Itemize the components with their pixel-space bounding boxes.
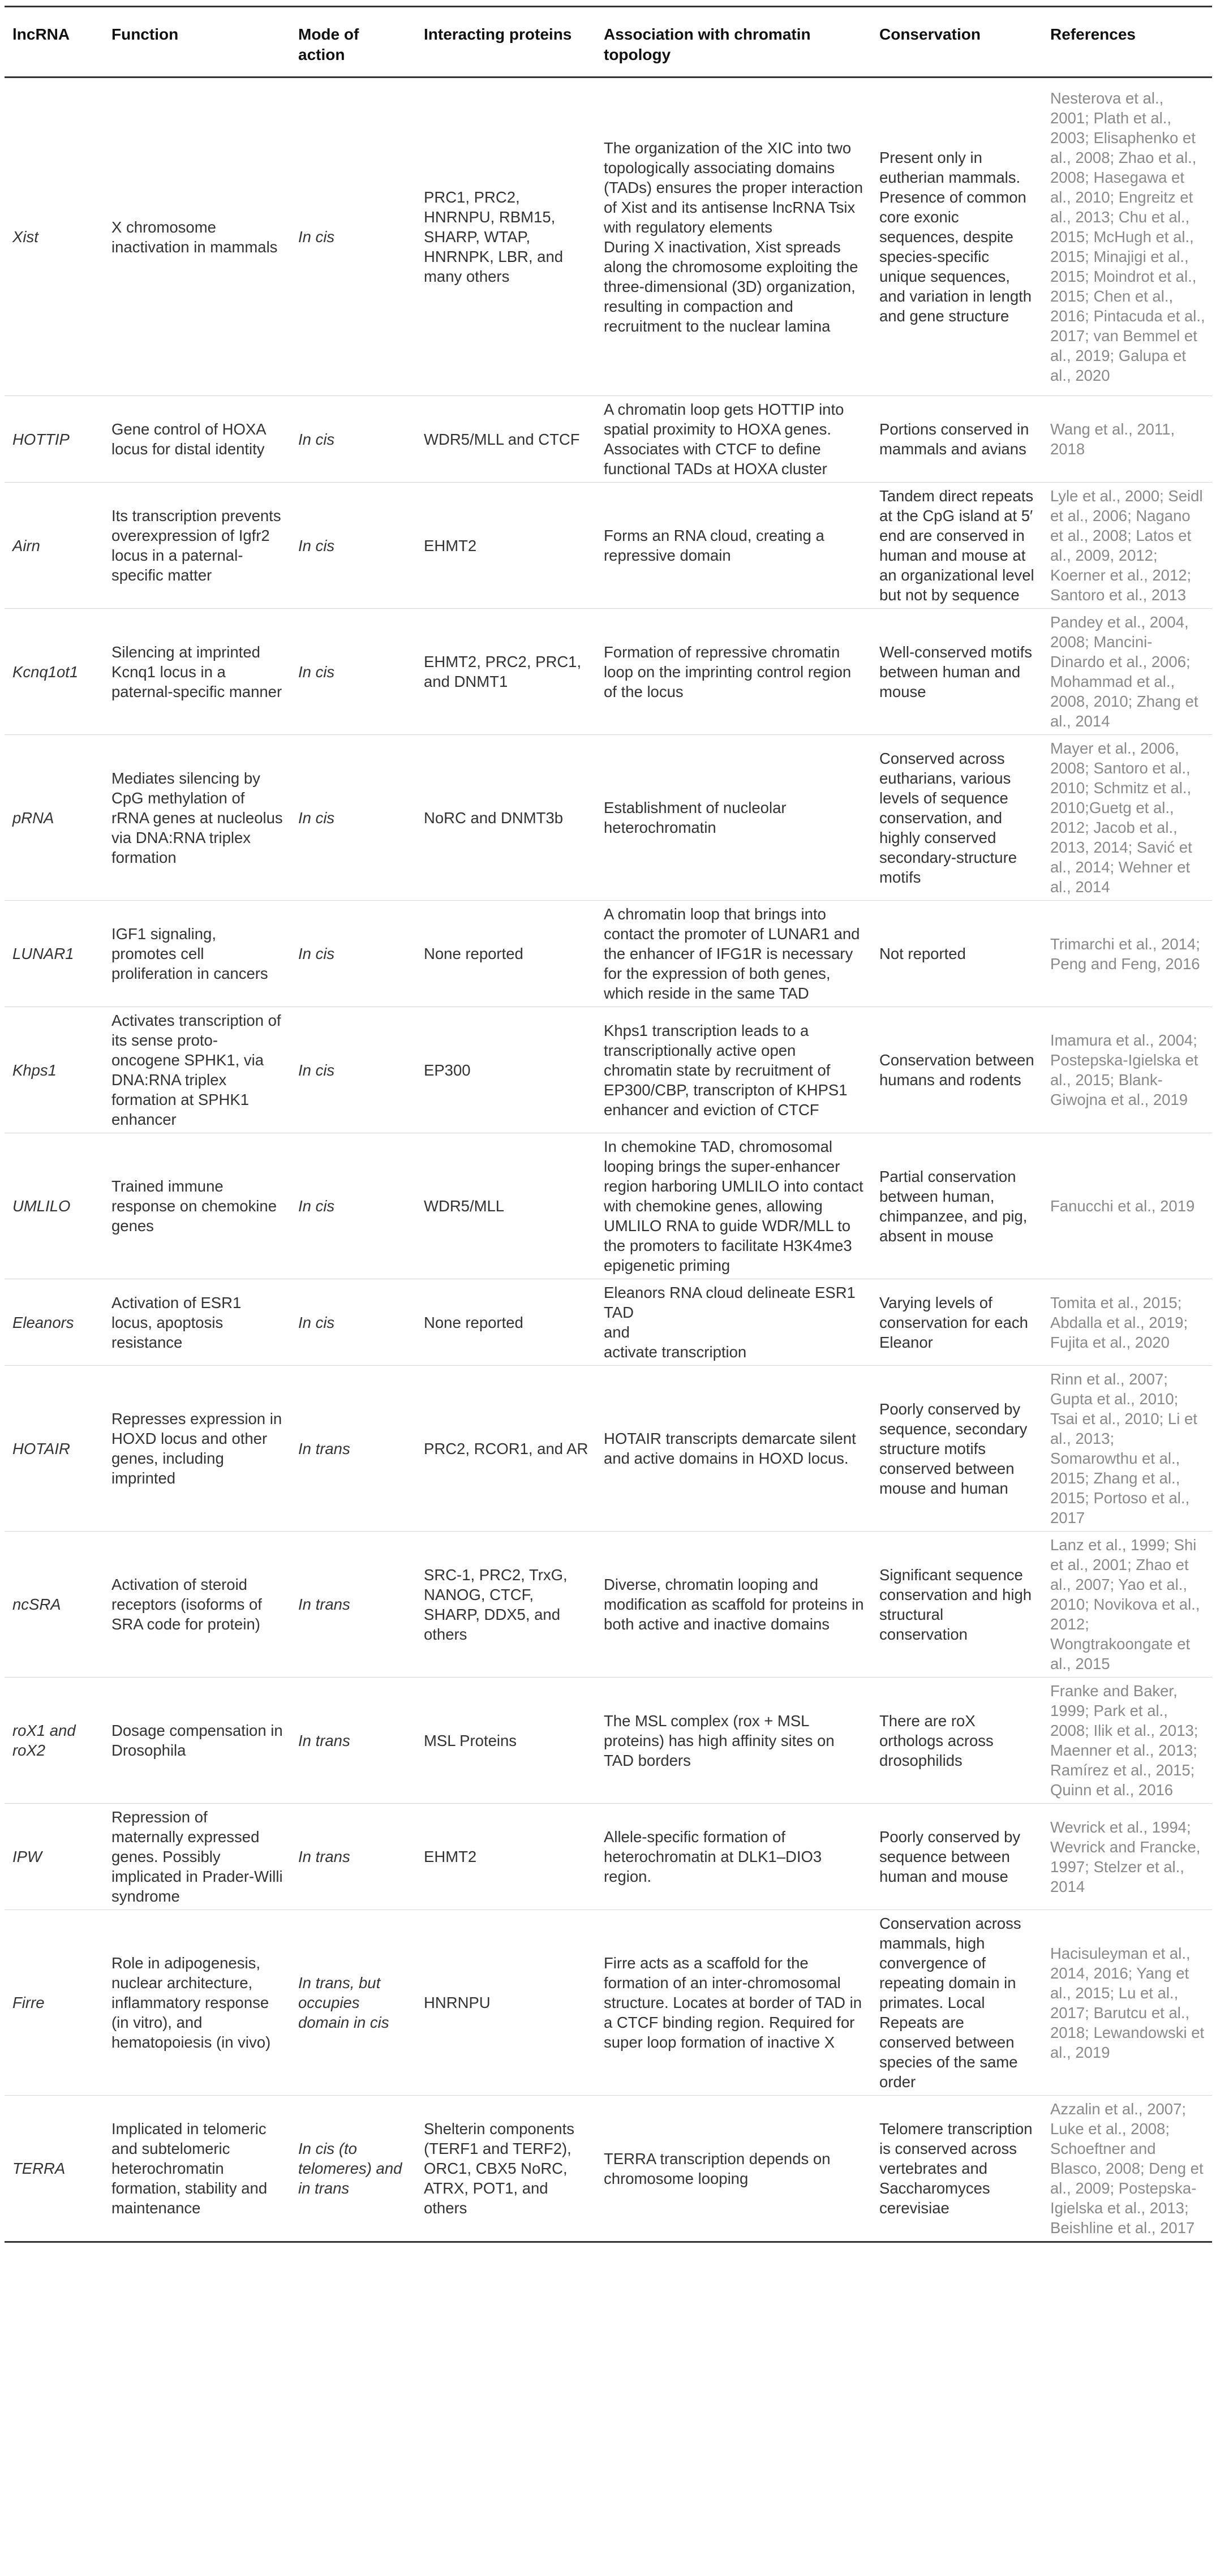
table-row <box>5 1910 1212 2096</box>
cell-chromatin-topology: The MSL complex (rox + MSL proteins) has high affinity sites on TAD borders <box>596 1678 871 1804</box>
cell-interacting-proteins: EHMT2 <box>416 1804 596 1910</box>
cell-lncrna-name: roX1 and roX2 <box>5 1678 104 1804</box>
cell-mode-of-action: In trans, but occupies domain in cis <box>290 1910 416 2096</box>
cell-lncrna-name: Xist <box>5 78 104 396</box>
cell-function: Trained immune response on chemokine genes <box>104 1133 290 1279</box>
cell-references: Hacisuleyman et al., 2014, 2016; Yang et al., 2015; Lu et al., 2017; Barutcu et al., 2018; Lewandowski et al., 2019 <box>1042 1910 1212 2096</box>
cell-chromatin-topology: Eleanors RNA cloud delineate ESR1 TAD and activate transcription <box>596 1279 871 1366</box>
header-lncrna: lncRNA <box>5 7 104 78</box>
header-function: Function <box>104 7 290 78</box>
cell-chromatin-topology: Establishment of nucleolar heterochromatin <box>596 735 871 901</box>
cell-lncrna-name: Khps1 <box>5 1007 104 1133</box>
cell-mode-of-action: In cis (to telomeres) and in trans <box>290 2096 416 2242</box>
cell-references: Rinn et al., 2007; Gupta et al., 2010; Tsai et al., 2010; Li et al., 2013; Somarowthu et al., 2015; Zhang et al., 2015; Portoso et al., 2017 <box>1042 1366 1212 1532</box>
cell-function: IGF1 signaling, promotes cell proliferation in cancers <box>104 901 290 1007</box>
cell-conservation: Partial conservation between human, chimpanzee, and pig, absent in mouse <box>871 1133 1042 1279</box>
cell-interacting-proteins: PRC1, PRC2, HNRNPU, RBM15, SHARP, WTAP, HNRNPK, LBR, and many others <box>416 78 596 396</box>
cell-lncrna-name: Airn <box>5 483 104 609</box>
cell-chromatin-topology: HOTAIR transcripts demarcate silent and active domains in HOXD locus. <box>596 1366 871 1532</box>
cell-chromatin-topology: A chromatin loop gets HOTTIP into spatial proximity to HOXA genes. Associates with CTCF to define functional TADs at HOXA cluster <box>596 396 871 483</box>
cell-mode-of-action: In trans <box>290 1366 416 1532</box>
cell-function: Its transcription prevents overexpression of Igfr2 locus in a paternal-specific matter <box>104 483 290 609</box>
cell-mode-of-action: In cis <box>290 1133 416 1279</box>
cell-function: Implicated in telomeric and subtelomeric heterochromatin formation, stability and maintenance <box>104 2096 290 2242</box>
cell-interacting-proteins: None reported <box>416 1279 596 1366</box>
table-row <box>5 483 1212 609</box>
cell-conservation: Poorly conserved by sequence, secondary structure motifs conserved between mouse and human <box>871 1366 1042 1532</box>
lncrna-table <box>5 6 1212 2243</box>
cell-chromatin-topology: In chemokine TAD, chromosomal looping brings the super-enhancer region harboring UMLILO into contact with chemokine genes, allowing UMLILO RNA to guide WDR/MLL to the promoters to facilitate H3K4me3 epigenetic priming <box>596 1133 871 1279</box>
table-row <box>5 1279 1212 1366</box>
cell-interacting-proteins: None reported <box>416 901 596 1007</box>
cell-lncrna-name: pRNA <box>5 735 104 901</box>
cell-references: Franke and Baker, 1999; Park et al., 2008; Ilik et al., 2013; Maenner et al., 2013; Ramírez et al., 2015; Quinn et al., 2016 <box>1042 1678 1212 1804</box>
cell-lncrna-name: Eleanors <box>5 1279 104 1366</box>
cell-function: Activates transcription of its sense proto-oncogene SPHK1, via DNA:RNA triplex formation at SPHK1 enhancer <box>104 1007 290 1133</box>
cell-references: Imamura et al., 2004; Postepska-Igielska et al., 2015; Blank-Giwojna et al., 2019 <box>1042 1007 1212 1133</box>
cell-function: Role in adipogenesis, nuclear architecture, inflammatory response (in vitro), and hematopoiesis (in vivo) <box>104 1910 290 2096</box>
cell-interacting-proteins: SRC-1, PRC2, TrxG, NANOG, CTCF, SHARP, DDX5, and others <box>416 1532 596 1678</box>
header-mode-of-action: Mode of action <box>290 7 416 78</box>
table-row <box>5 1007 1212 1133</box>
cell-interacting-proteins: EP300 <box>416 1007 596 1133</box>
cell-interacting-proteins: MSL Proteins <box>416 1678 596 1804</box>
cell-lncrna-name: Firre <box>5 1910 104 2096</box>
cell-lncrna-name: Kcnq1ot1 <box>5 609 104 735</box>
cell-conservation: Not reported <box>871 901 1042 1007</box>
cell-lncrna-name: HOTAIR <box>5 1366 104 1532</box>
table-row <box>5 1804 1212 1910</box>
cell-mode-of-action: In cis <box>290 609 416 735</box>
cell-chromatin-topology: Diverse, chromatin looping and modification as scaffold for proteins in both active and inactive domains <box>596 1532 871 1678</box>
cell-conservation: Present only in eutherian mammals. Presence of common core exonic sequences, despite species-specific unique sequences, and variation in length and gene structure <box>871 78 1042 396</box>
cell-chromatin-topology: Firre acts as a scaffold for the formation of an inter-chromosomal structure. Locates at border of TAD in a CTCF binding region. Required for super loop formation of inactive X <box>596 1910 871 2096</box>
cell-conservation: Conserved across eutharians, various levels of sequence conservation, and highly conserved secondary-structure motifs <box>871 735 1042 901</box>
cell-references: Pandey et al., 2004, 2008; Mancini-Dinardo et al., 2006; Mohammad et al., 2008, 2010; Zhang et al., 2014 <box>1042 609 1212 735</box>
cell-chromatin-topology: Formation of repressive chromatin loop on the imprinting control region of the locus <box>596 609 871 735</box>
table-row <box>5 901 1212 1007</box>
table-row <box>5 1532 1212 1678</box>
cell-interacting-proteins: HNRNPU <box>416 1910 596 2096</box>
cell-interacting-proteins: Shelterin components (TERF1 and TERF2), ORC1, CBX5 NoRC, ATRX, POT1, and others <box>416 2096 596 2242</box>
cell-lncrna-name: IPW <box>5 1804 104 1910</box>
cell-mode-of-action: In cis <box>290 396 416 483</box>
cell-conservation: Tandem direct repeats at the CpG island at 5′ end are conserved in human and mouse at an organizational level but not by sequence <box>871 483 1042 609</box>
cell-mode-of-action: In cis <box>290 901 416 1007</box>
table-row <box>5 1678 1212 1804</box>
cell-references: Lyle et al., 2000; Seidl et al., 2006; Nagano et al., 2008; Latos et al., 2009, 2012; Koerner et al., 2012; Santoro et al., 2013 <box>1042 483 1212 609</box>
cell-function: Represses expression in HOXD locus and other genes, including imprinted <box>104 1366 290 1532</box>
cell-interacting-proteins: NoRC and DNMT3b <box>416 735 596 901</box>
cell-function: Gene control of HOXA locus for distal identity <box>104 396 290 483</box>
cell-mode-of-action: In trans <box>290 1804 416 1910</box>
header-interacting-proteins: Interacting proteins <box>416 7 596 78</box>
cell-interacting-proteins: EHMT2 <box>416 483 596 609</box>
cell-chromatin-topology: Forms an RNA cloud, creating a repressive domain <box>596 483 871 609</box>
cell-chromatin-topology: The organization of the XIC into two topologically associating domains (TADs) ensures the proper interaction of Xist and its antisense lncRNA Tsix with regulatory elements During X inactivation, Xist spreads along the chromosome exploiting the three-dimensional (3D) organization, resulting in compaction and recruitment to the nuclear lamina <box>596 78 871 396</box>
cell-references: Trimarchi et al., 2014; Peng and Feng, 2016 <box>1042 901 1212 1007</box>
table-row <box>5 1366 1212 1532</box>
cell-function: Mediates silencing by CpG methylation of rRNA genes at nucleolus via DNA:RNA triplex formation <box>104 735 290 901</box>
cell-chromatin-topology: Khps1 transcription leads to a transcriptionally active open chromatin state by recruitment of EP300/CBP, transcripton of KHPS1 enhancer and eviction of CTCF <box>596 1007 871 1133</box>
cell-mode-of-action: In trans <box>290 1678 416 1804</box>
cell-references: Lanz et al., 1999; Shi et al., 2001; Zhao et al., 2007; Yao et al., 2010; Novikova et al., 2012; Wongtrakoongate et al., 2015 <box>1042 1532 1212 1678</box>
cell-references: Azzalin et al., 2007; Luke et al., 2008; Schoeftner and Blasco, 2008; Deng et al., 2009; Postepska-Igielska et al., 2013; Beishline et al., 2017 <box>1042 2096 1212 2242</box>
cell-references: Nesterova et al., 2001; Plath et al., 2003; Elisaphenko et al., 2008; Zhao et al., 2008; Hasegawa et al., 2010; Engreitz et al., 2013; Chu et al., 2015; McHugh et al., 2015; Minajigi et al., 2015; Moindrot et al., 2015; Chen et al., 2016; Pintacuda et al., 2017; van Bemmel et al., 2019; Galupa et al., 2020 <box>1042 78 1212 396</box>
cell-conservation: Well-conserved motifs between human and mouse <box>871 609 1042 735</box>
cell-mode-of-action: In cis <box>290 483 416 609</box>
table-row <box>5 609 1212 735</box>
cell-lncrna-name: ncSRA <box>5 1532 104 1678</box>
cell-conservation: There are roX orthologs across drosophilids <box>871 1678 1042 1804</box>
cell-interacting-proteins: PRC2, RCOR1, and AR <box>416 1366 596 1532</box>
cell-references: Wang et al., 2011, 2018 <box>1042 396 1212 483</box>
cell-references: Tomita et al., 2015; Abdalla et al., 2019; Fujita et al., 2020 <box>1042 1279 1212 1366</box>
cell-function: Repression of maternally expressed genes. Possibly implicated in Prader-Willi syndrome <box>104 1804 290 1910</box>
cell-conservation: Significant sequence conservation and high structural conservation <box>871 1532 1042 1678</box>
table-row <box>5 396 1212 483</box>
cell-references: Wevrick et al., 1994; Wevrick and Francke, 1997; Stelzer et al., 2014 <box>1042 1804 1212 1910</box>
cell-interacting-proteins: WDR5/MLL and CTCF <box>416 396 596 483</box>
cell-mode-of-action: In cis <box>290 735 416 901</box>
cell-lncrna-name: HOTTIP <box>5 396 104 483</box>
cell-lncrna-name: UMLILO <box>5 1133 104 1279</box>
cell-chromatin-topology: Allele-specific formation of heterochromatin at DLK1–DIO3 region. <box>596 1804 871 1910</box>
cell-function: Silencing at imprinted Kcnq1 locus in a paternal-specific manner <box>104 609 290 735</box>
table-body <box>5 78 1212 2242</box>
cell-lncrna-name: LUNAR1 <box>5 901 104 1007</box>
cell-function: Activation of steroid receptors (isoforms of SRA code for protein) <box>104 1532 290 1678</box>
cell-conservation: Portions conserved in mammals and avians <box>871 396 1042 483</box>
cell-mode-of-action: In cis <box>290 1007 416 1133</box>
table-row <box>5 735 1212 901</box>
table-row <box>5 78 1212 396</box>
table-row <box>5 1133 1212 1279</box>
cell-conservation: Poorly conserved by sequence between human and mouse <box>871 1804 1042 1910</box>
cell-mode-of-action: In cis <box>290 1279 416 1366</box>
cell-conservation: Conservation between humans and rodents <box>871 1007 1042 1133</box>
header-chromatin-topology: Association with chromatin topology <box>596 7 871 78</box>
cell-function: Activation of ESR1 locus, apoptosis resistance <box>104 1279 290 1366</box>
cell-conservation: Conservation across mammals, high convergence of repeating domain in primates. Local Repeats are conserved between species of the same order <box>871 1910 1042 2096</box>
cell-interacting-proteins: EHMT2, PRC2, PRC1, and DNMT1 <box>416 609 596 735</box>
header-references: References <box>1042 7 1212 78</box>
cell-lncrna-name: TERRA <box>5 2096 104 2242</box>
cell-conservation: Varying levels of conservation for each Eleanor <box>871 1279 1042 1366</box>
cell-references: Mayer et al., 2006, 2008; Santoro et al., 2010; Schmitz et al., 2010;Guetg et al., 2012; Jacob et al., 2013, 2014; Savić et al., 2014; Wehner et al., 2014 <box>1042 735 1212 901</box>
cell-interacting-proteins: WDR5/MLL <box>416 1133 596 1279</box>
cell-references: Fanucchi et al., 2019 <box>1042 1133 1212 1279</box>
cell-chromatin-topology: TERRA transcription depends on chromosome looping <box>596 2096 871 2242</box>
cell-function: Dosage compensation in Drosophila <box>104 1678 290 1804</box>
table-header-row <box>5 7 1212 78</box>
cell-conservation: Telomere transcription is conserved across vertebrates and Saccharomyces cerevisiae <box>871 2096 1042 2242</box>
cell-function: X chromosome inactivation in mammals <box>104 78 290 396</box>
header-conservation: Conservation <box>871 7 1042 78</box>
cell-mode-of-action: In cis <box>290 78 416 396</box>
table-row <box>5 2096 1212 2242</box>
cell-chromatin-topology: A chromatin loop that brings into contact the promoter of LUNAR1 and the enhancer of IFG1R is necessary for the expression of both genes, which reside in the same TAD <box>596 901 871 1007</box>
cell-mode-of-action: In trans <box>290 1532 416 1678</box>
